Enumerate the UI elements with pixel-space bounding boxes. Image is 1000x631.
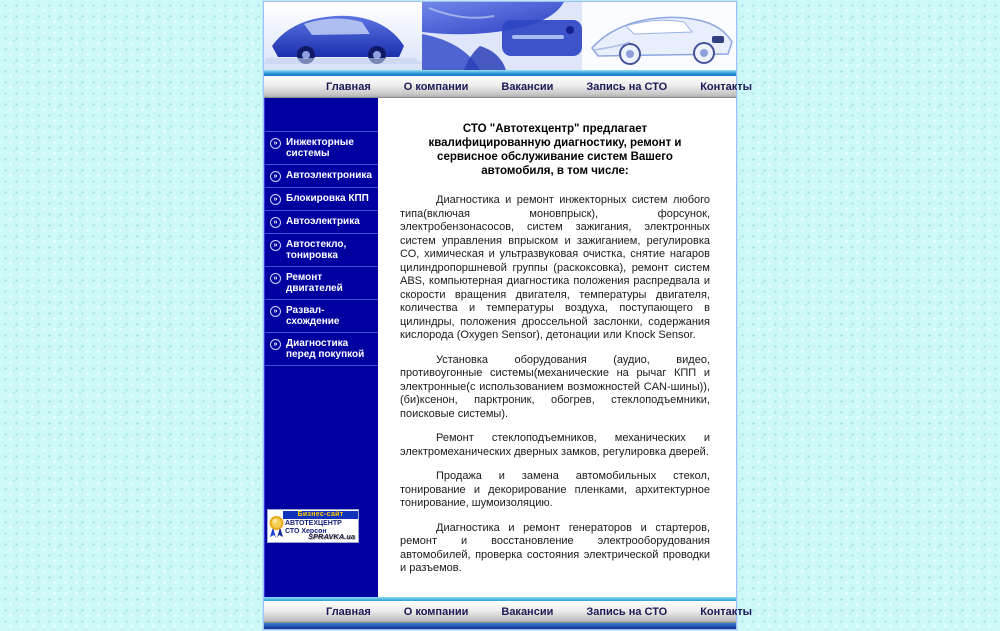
arrow-bullet-icon: » <box>270 339 281 350</box>
paragraph-generator-starter-repair: Диагностика и ремонт генераторов и стартеров, ремонт и восстановление электрооборудования автомобилей, проверка состояния электрической проводки и разъемов. <box>400 521 710 574</box>
arrow-bullet-icon: » <box>270 306 281 317</box>
page-title: СТО "Автотехцентр" предлагает квалифицированную диагностику, ремонт и сервисное обслуживание систем Вашего автомобиля, в том числе: <box>428 123 682 177</box>
sidebar-item-label: Диагностика перед покупкой <box>286 338 365 360</box>
nav-item-contacts[interactable]: Контакты <box>700 80 753 93</box>
interior-panel <box>422 2 582 70</box>
sidebar-item-auto-electronics[interactable] <box>265 164 378 187</box>
sidebar-item-label: Ремонт двигателей <box>286 272 343 294</box>
bottom-blue-bar <box>264 623 736 629</box>
bottom-navbar <box>264 601 753 623</box>
paragraph-glass-sale-tinting: Продажа и замена автомобильных стекол, тонирование и декорирование пленками, архитектурное тонирование, шумоизоляцию. <box>400 470 710 509</box>
header-cars-svg <box>264 2 736 70</box>
paragraph-equipment-installation: Установка оборудования (аудио, видео, противоугонные системы(механические на рычаг КПП и электронные(с использованием возможностей CAN-шины)), (би)ксенон, парктроник, обогрев, стеклоподъемники, поисковые системы). <box>400 353 710 420</box>
sidebar-item-glass-tinting[interactable] <box>265 233 378 266</box>
sidebar-item-injector-systems[interactable] <box>265 131 378 164</box>
sidebar-item-engine-repair[interactable] <box>265 266 378 299</box>
site-column <box>263 1 753 630</box>
right-convertible-sketch <box>582 2 736 70</box>
nav-item-about[interactable]: О компании <box>403 80 469 93</box>
arrow-bullet-icon: » <box>270 240 281 251</box>
sidebar-item-wheel-alignment[interactable] <box>265 299 378 332</box>
sidebar-item-label: Автоэлектроника <box>286 170 372 181</box>
arrow-bullet-icon: » <box>270 171 281 182</box>
badge-company-name: АВТОТЕХЦЕНТР <box>285 520 342 527</box>
paragraph-window-lock-repair: Ремонт стеклоподъемников, механических и электромеханических дверных замков, регулировка дверей. <box>400 432 710 458</box>
body-row <box>264 98 736 597</box>
sidebar-item-gearbox-lock[interactable] <box>265 187 378 210</box>
nav-item-contacts[interactable]: Контакты <box>700 605 753 618</box>
sidebar <box>264 98 378 597</box>
arrow-bullet-icon: » <box>270 273 281 284</box>
medal-icon <box>269 515 284 539</box>
arrow-bullet-icon: » <box>270 138 281 149</box>
sidebar-item-label: Автоэлектрика <box>286 216 360 227</box>
nav-item-vacancies[interactable]: Вакансии <box>501 605 554 618</box>
top-navbar <box>264 76 753 98</box>
sidebar-item-prepurchase-diagnostics[interactable] <box>265 332 378 366</box>
sidebar-item-label: Автостекло, тонировка <box>286 239 347 261</box>
nav-item-vacancies[interactable]: Вакансии <box>501 80 554 93</box>
paragraph-injector-diagnostics: Диагностика и ремонт инжекторных систем любого типа(включая моновпрыск), форсунок, электробензонасосов, систем зажигания, электронных систем управления впрыском и зажиганием, регулировка СО, химическая и ультразвуковая очистка, снятие нагаров цилиндропоршневой группы (раскоксовка), ремонт систем ABS, компьютерная диагностика положения распредвала и скорости вращения двигателя, температуры двигателя, количества и температуры воздуха, поступающего в цилиндры, положения дроссельной заслонки, содержания кислорода (Oxygen Sensor), детонации или Knock Sensor. <box>400 194 710 341</box>
header-cars-image <box>264 2 736 70</box>
sidebar-item-label: Блокировка КПП <box>286 193 369 204</box>
sidebar-item-label: Инжекторные системы <box>286 137 354 159</box>
arrow-bullet-icon: » <box>270 217 281 228</box>
sidebar-item-label: Развал-схождение <box>286 305 340 327</box>
badge-business-site-label: Бизнес-сайт <box>283 511 358 519</box>
badge-company-city: СТО Херсон <box>285 528 327 535</box>
sidebar-item-auto-electrics[interactable] <box>265 210 378 233</box>
nav-item-about[interactable]: О компании <box>403 605 469 618</box>
badge-spravka-logo-text: SPRAVKA.ua <box>308 532 355 541</box>
spravka-badge[interactable] <box>267 509 359 543</box>
nav-item-home[interactable]: Главная <box>326 605 371 618</box>
main-content <box>378 98 736 597</box>
sidebar-menu <box>265 131 378 366</box>
nav-item-home[interactable]: Главная <box>326 80 371 93</box>
arrow-bullet-icon: » <box>270 194 281 205</box>
nav-item-appointment[interactable]: Запись на СТО <box>586 605 668 618</box>
nav-item-appointment[interactable]: Запись на СТО <box>586 80 668 93</box>
